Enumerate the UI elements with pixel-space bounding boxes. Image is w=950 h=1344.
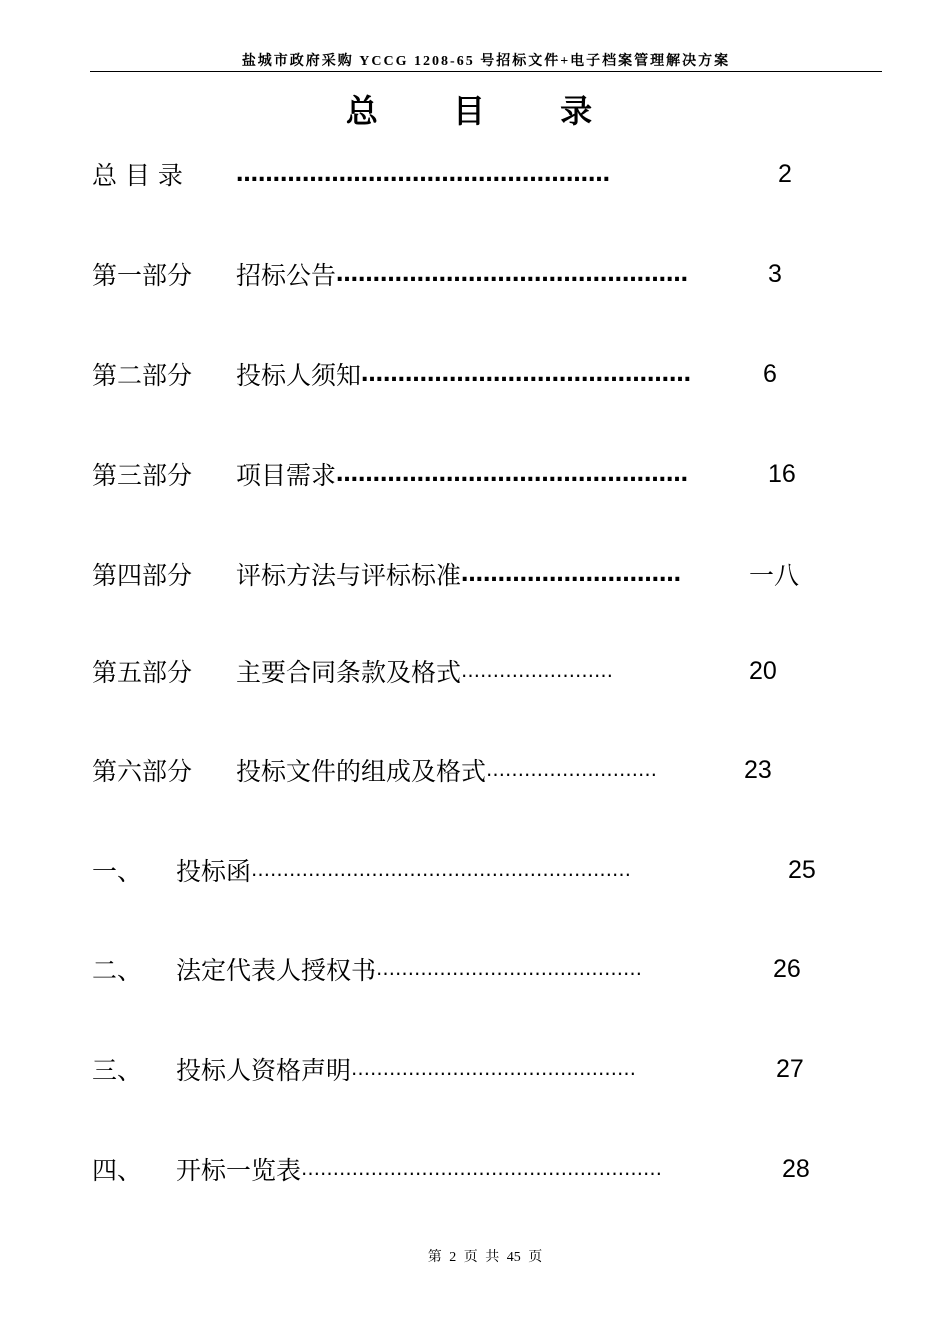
toc-entry-page: 20: [749, 656, 777, 685]
toc-leader-dots: …………………………………………………: [301, 1158, 663, 1180]
toc-entry-part-4[interactable]: [92, 548, 799, 600]
toc-entry-title: 项目需求: [236, 461, 337, 490]
toc-subentry-3[interactable]: [92, 1043, 804, 1095]
toc-leader-dots: ……………………: [461, 660, 614, 682]
toc-entry-number: 一、: [92, 857, 143, 886]
toc-leader-dots: ………………………………………: [361, 361, 692, 387]
toc-entry-page: 26: [773, 954, 801, 983]
toc-subentry-2[interactable]: [92, 943, 801, 995]
toc-entry-page: 3: [768, 259, 782, 288]
toc-entry-page: 16: [768, 459, 796, 488]
toc-entry-page: 27: [776, 1054, 804, 1083]
toc-subentry-1[interactable]: [92, 844, 816, 896]
toc-entry-number: 第四部分: [92, 561, 193, 590]
toc-entry-title: 投标人须知: [236, 361, 362, 390]
toc-entry-page: 25: [788, 855, 816, 884]
page-header: 盐城市政府采购 YCCG 1208-65 号招标文件+电子档案管理解决方案: [241, 54, 731, 69]
toc-entry-page: 一八: [749, 562, 800, 590]
toc-entry-title: 招标公告: [236, 261, 337, 290]
toc-entry-title: 法定代表人授权书: [176, 956, 377, 985]
toc-entry-number: 三、: [92, 1056, 143, 1085]
toc-entry-number: 第三部分: [92, 461, 193, 490]
toc-entry-title: 投标函: [176, 857, 252, 886]
toc-entry-number: 第二部分: [92, 361, 193, 390]
toc-entry-part-1[interactable]: [92, 248, 782, 300]
header-divider: [90, 71, 882, 72]
toc-entry-title: 投标文件的组成及格式: [236, 757, 487, 786]
toc-entry-general[interactable]: [92, 148, 792, 200]
toc-entry-number: 四、: [92, 1156, 143, 1185]
toc-leader-dots: …………………………………………: [336, 461, 689, 487]
toc-entry-number: 第一部分: [92, 261, 193, 290]
toc-entry-number: 第六部分: [92, 757, 193, 786]
toc-entry-page: 2: [778, 159, 792, 188]
toc-entry-title: 开标一览表: [176, 1156, 302, 1185]
toc-entry-number: 总 目 录: [92, 161, 183, 190]
toc-entry-title: 评标方法与评标标准: [236, 561, 462, 590]
toc-entry-part-3[interactable]: [92, 448, 796, 500]
toc-entry-part-5[interactable]: [92, 645, 777, 697]
toc-leader-dots: ………………………: [486, 759, 658, 781]
toc-entry-page: 23: [744, 755, 772, 784]
toc-entry-title: 投标人资格声明: [176, 1056, 352, 1085]
toc-entry-number: 第五部分: [92, 658, 193, 687]
toc-leader-dots: ………………………………………: [351, 1058, 637, 1080]
toc-leader-dots: ……………………………………: [376, 958, 643, 980]
toc-subentry-4[interactable]: [92, 1143, 810, 1195]
toc-entry-number: 二、: [92, 956, 143, 985]
toc-entry-part-2[interactable]: [92, 348, 777, 400]
toc-entry-page: 6: [763, 359, 777, 388]
toc-leader-dots: ……………………………………………………: [251, 859, 632, 881]
toc-entry-title: 主要合同条款及格式: [236, 658, 462, 687]
toc-leader-dots: …………………………………………: [336, 261, 689, 287]
page-footer: 第 2 页 共 45 页: [427, 1250, 543, 1265]
toc-entry-page: 28: [782, 1154, 810, 1183]
toc-leader-dots: ……………………………………………: [236, 161, 610, 187]
toc-leader-dots: …………………………: [461, 561, 682, 587]
toc-entry-part-6[interactable]: [92, 744, 772, 796]
page-title: 总 目 录: [345, 92, 625, 130]
